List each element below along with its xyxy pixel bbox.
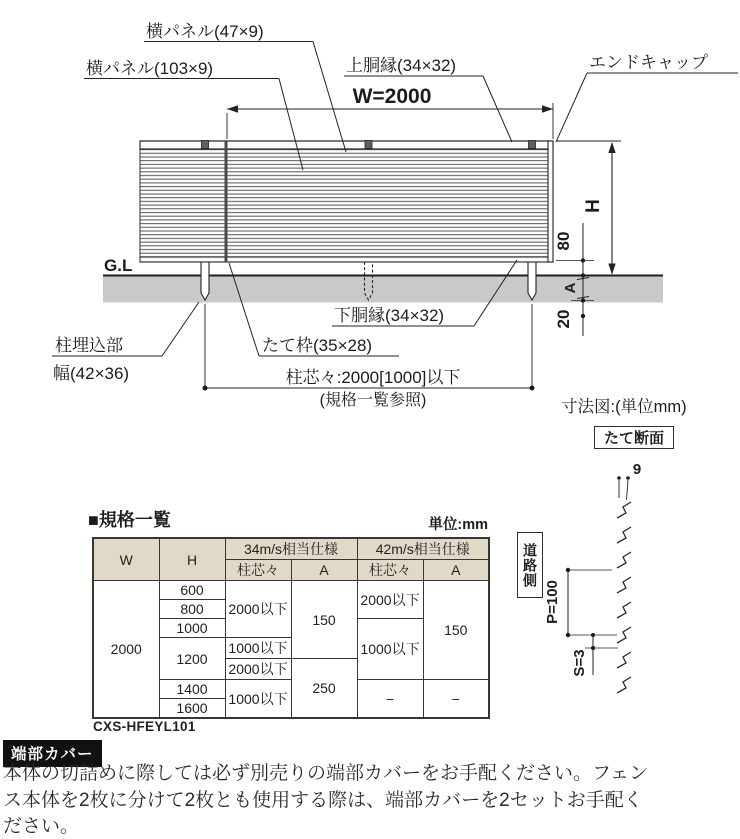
dim-80-label: 80	[554, 231, 573, 251]
cell-p42-3: −	[357, 680, 423, 719]
label-tatewaku: たて枠(35×28)	[262, 336, 373, 355]
cell-p34-3: 2000以下	[225, 659, 291, 680]
unit-note: 単位:mm	[428, 517, 488, 533]
cell-a34-1: 150	[291, 581, 357, 659]
clip-middle	[365, 141, 372, 149]
post-pitch-note: (規格一覧参照)	[319, 392, 427, 409]
cell-h-1400: 1400	[159, 680, 225, 699]
cell-w: 2000	[93, 581, 159, 719]
note-line-1: 本体の切詰めに際しては必ず別売りの端部カバーをお手配ください。フェン	[3, 763, 649, 784]
label-umekomi-1: 柱埋込部	[55, 336, 123, 355]
post-left	[201, 262, 209, 300]
cell-a42-1: 150	[423, 581, 489, 680]
col-header-a34: A	[291, 560, 357, 581]
step-label: S=3	[571, 649, 588, 677]
cell-p34-2: 1000以下	[225, 638, 291, 659]
dim-a-label: A	[562, 282, 579, 294]
col-header-a42: A	[423, 560, 489, 581]
end-cover-note	[3, 761, 740, 839]
cell-a42-2: −	[423, 680, 489, 719]
road-side-box: 道路側	[517, 532, 543, 598]
pitch-label: P=100	[544, 580, 561, 624]
cell-p42-1: 2000以下	[357, 581, 423, 619]
model-code: CXS-HFEYL101	[93, 719, 196, 734]
section-title-box	[594, 426, 674, 449]
col-header-pitch42: 柱芯々	[357, 560, 423, 581]
louver-area	[140, 149, 548, 257]
louver-profile	[617, 502, 631, 693]
size-note: 寸法図:(単位mm)	[561, 398, 687, 416]
dim-w-label: W=2000	[352, 85, 432, 108]
label-kamidobuchi: 上胴縁(34×32)	[346, 56, 457, 75]
note-line-2: ス本体を2枚に分けて2枚とも使用する際は、端部カバーを2セットお手配く	[3, 789, 643, 811]
cell-h-1200: 1200	[159, 638, 225, 680]
post-right	[528, 262, 536, 300]
label-yoko-panel-47: 横パネル(47×9)	[146, 22, 264, 41]
label-end-cap: エンドキャップ	[589, 53, 708, 72]
fence-panel	[140, 141, 553, 263]
cell-h-800: 800	[159, 600, 225, 619]
arrow-right	[542, 105, 553, 112]
end-cover-badge: 端部カバー	[3, 740, 102, 767]
section-title: たて断面	[603, 430, 664, 447]
dim-20-label: 20	[554, 309, 573, 329]
cell-p34-1: 2000以下	[225, 581, 291, 638]
col-header-h: H	[159, 538, 225, 581]
arrow-left	[227, 105, 238, 112]
thickness-label: 9	[632, 461, 642, 478]
spec-table	[92, 537, 490, 719]
clip-left	[202, 141, 209, 149]
end-cap-bar	[548, 141, 553, 262]
cell-p42-2: 1000以下	[357, 619, 423, 680]
arrow-down	[608, 264, 615, 275]
cell-a34-2: 250	[291, 659, 357, 719]
clip-right	[529, 141, 536, 149]
col-header-spec42: 42m/s相当仕様	[357, 538, 489, 560]
gl-label: G.L	[104, 256, 133, 275]
dim-h-label: H	[583, 199, 604, 213]
post-pitch-label: 柱芯々:2000[1000]以下	[285, 368, 461, 387]
cell-h-600: 600	[159, 581, 225, 600]
col-header-pitch34: 柱芯々	[225, 560, 291, 581]
label-shimodobuchi: 下胴縁(34×32)	[334, 306, 445, 325]
spec-table-title: ■規格一覧	[88, 510, 171, 530]
header-row-1	[93, 538, 489, 560]
cell-h-1600: 1600	[159, 699, 225, 719]
tatewaku-frame	[225, 141, 228, 262]
col-header-w: W	[93, 538, 159, 581]
arrow-up	[608, 142, 615, 153]
table-row	[93, 581, 489, 600]
cell-p34-4: 1000以下	[225, 680, 291, 719]
dimension-h	[556, 141, 621, 275]
cell-h-1000: 1000	[159, 619, 225, 638]
label-umekomi-2: 幅(42×36)	[53, 364, 130, 383]
bottom-rail	[140, 257, 553, 262]
dimension-w	[227, 85, 553, 139]
col-header-spec34: 34m/s相当仕様	[225, 538, 357, 560]
note-line-3: ださい。	[3, 816, 80, 837]
label-yoko-panel-103: 横パネル(103×9)	[86, 59, 214, 78]
